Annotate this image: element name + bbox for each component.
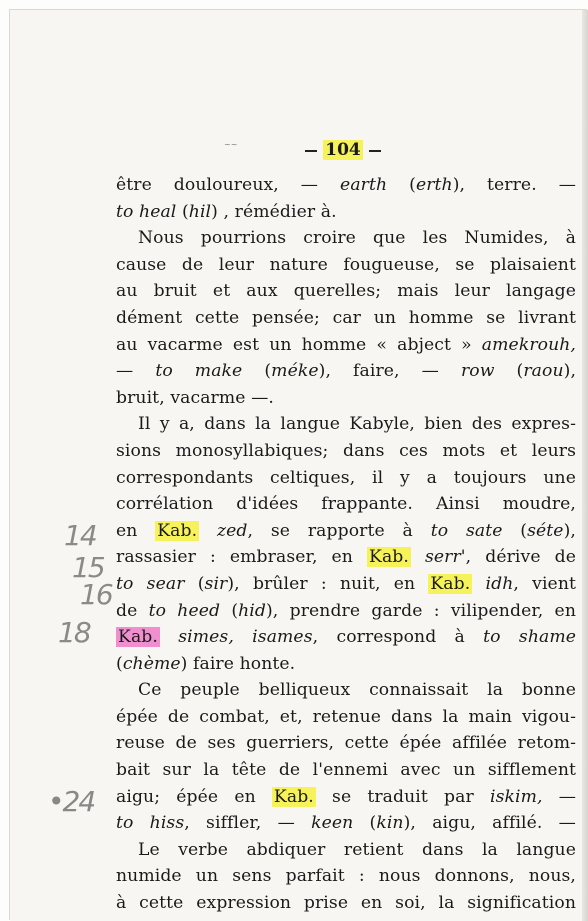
text-line: en Kab. zed, se rapporte à to sate (séte), (116, 520, 576, 541)
text-line: Il y a, dans la langue Kabyle, bien des expres- (138, 414, 576, 435)
text-line: to hiss, siffler, — keen (kin), aigu, affilé. — (116, 813, 576, 834)
text-line: bait sur la tête de l'ennemi avec un sifflement (116, 760, 576, 781)
kab-highlight: Kab. (369, 547, 409, 568)
text-line: à cette expression prise en soi, la signification (116, 893, 576, 914)
text-line: Kab. simes, isames, correspond à to shame (118, 627, 576, 648)
text-line: Le verbe abdiquer retient dans la langue (138, 839, 576, 860)
text-line: corrélation d'idées frappante. Ainsi moudre, (116, 494, 576, 515)
body-text (116, 172, 576, 917)
text-line: cause de leur nature fougueuse, se plaisaient (116, 254, 576, 275)
text-line: être douloureux, — earth (erth), terre. — (116, 175, 576, 195)
kab-highlight-pink: Kab. (118, 627, 158, 648)
text-line: au bruit et aux querelles; mais leur langage (116, 281, 576, 302)
kab-highlight: Kab. (430, 573, 471, 594)
text-line: to sear (sir), brûler : nuit, en Kab. idh, vient (116, 573, 577, 594)
text-line: Nous pourrions croire que les Numides, à (138, 228, 576, 249)
margin-note: 15 (72, 551, 104, 584)
page-number: 104 (325, 140, 361, 160)
text-line: au vacarme est un homme « abject » amekrouh, (116, 334, 576, 355)
text-line: Ce peuple belliqueux connaissait la bonne (138, 680, 576, 701)
text-line: aigu; épée en Kab. se traduit par iskim, — (116, 786, 576, 807)
text-line: reuse de ses guerriers, cette épée affilée retom- (116, 733, 576, 754)
text-line: de to heed (hid), prendre garde : vilipender, en (116, 600, 576, 621)
margin-note: 16 (80, 578, 112, 611)
page-number-header (298, 138, 388, 162)
text-line: bruit, vacarme —. (116, 387, 274, 408)
print-mark: ~~ (224, 140, 238, 149)
text-line: (chème) faire honte. (116, 653, 296, 674)
margin-note: 18 (58, 616, 90, 649)
text-line: sions monosyllabiques; dans ces mots et leurs (116, 440, 576, 461)
dash-right (369, 150, 381, 152)
page-edge-shadow (582, 10, 588, 921)
text-line: épée de combat, et, retenue dans la main vigou- (116, 706, 576, 727)
text-line: dément cette pensée; car un homme se livrant (116, 307, 576, 328)
text-line: numide un sens parfait : nous donnons, nous, (116, 866, 576, 887)
text-line: — to make (méke), faire, — row (raou), (116, 361, 577, 382)
margin-note: 14 (64, 519, 96, 552)
kab-highlight: Kab. (273, 786, 314, 807)
text-line: rassasier : embraser, en Kab. serr', dérive de (116, 547, 576, 568)
text-line: correspondants celtiques, il y a toujours une (116, 467, 576, 488)
kab-highlight: Kab. (157, 520, 198, 541)
margin-note: •24 (48, 785, 95, 818)
dash-left (305, 150, 317, 152)
text-line: to heal (hil) , rémédier à. (116, 201, 337, 222)
